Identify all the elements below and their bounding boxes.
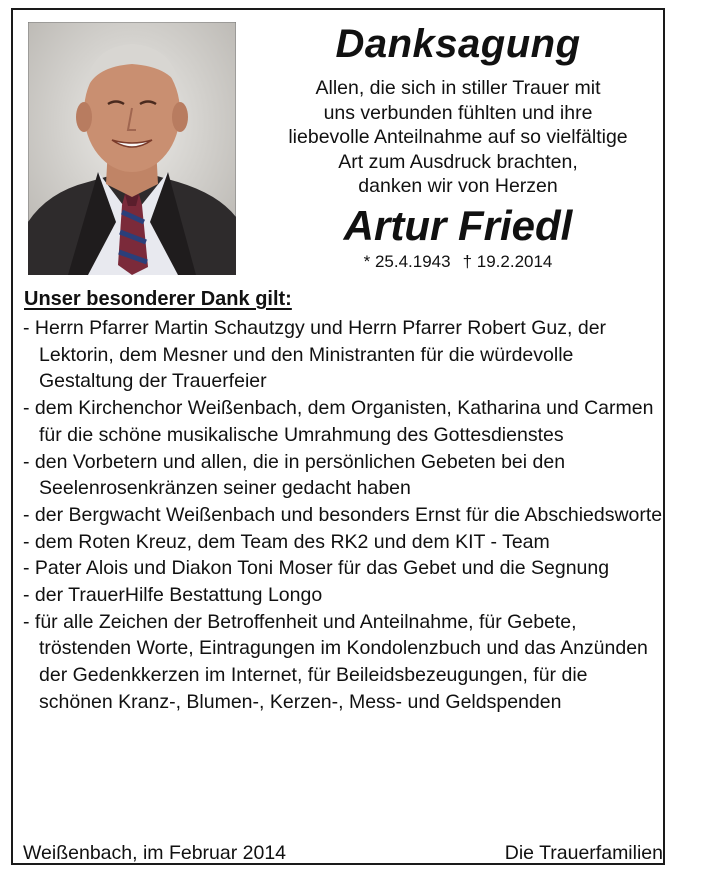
list-item: - Herrn Pfarrer Martin Schautzgy und Herrn Pfarrer Robert Guz, der Lektorin, dem Mesner und den Ministranten für die würdevolle Gestaltung der Trauerfeier bbox=[23, 317, 607, 393]
thanks-heading: Unser besonderer Dank gilt: bbox=[24, 288, 292, 310]
place-date: Weißenbach, im Februar 2014 bbox=[23, 842, 287, 864]
life-dates bbox=[253, 251, 663, 273]
deceased-name: Artur Friedl bbox=[343, 201, 573, 249]
intro-line: uns verbunden fühlten und ihre bbox=[323, 101, 593, 124]
list-item: - der TrauerHilfe Bestattung Longo bbox=[23, 584, 323, 607]
list-item: - dem Kirchenchor Weißenbach, dem Organisten, Katharina und Carmen für die schöne musikalische Umrahmung des Gottesdienstes bbox=[23, 397, 654, 446]
list-item: - Pater Alois und Diakon Toni Moser für das Gebet und die Segnung bbox=[23, 557, 610, 580]
header bbox=[253, 18, 663, 273]
intro-line: Allen, die sich in stiller Trauer mit bbox=[315, 77, 601, 99]
footer bbox=[23, 840, 663, 866]
intro-line: Art zum Ausdruck brachten, bbox=[338, 150, 578, 173]
obituary-card bbox=[11, 8, 665, 865]
portrait-photo bbox=[28, 22, 236, 275]
intro-text bbox=[253, 76, 663, 199]
list-item: - für alle Zeichen der Betroffenheit und Anteilnahme, für Gebete, tröstenden Worte, Eintragungen im Kondolenzbuch und das Anzünden der Gedenkkerzen im Internet, für Beileidsbezeugungen, für die schönen Kranz-, Blumen-, Kerzen-, Mess- und Geldspenden bbox=[23, 610, 648, 713]
death-date: † 19.2.2014 bbox=[462, 251, 553, 271]
signature: Die Trauerfamilien bbox=[504, 842, 663, 864]
list-item: - dem Roten Kreuz, dem Team des RK2 und dem KIT - Team bbox=[23, 530, 550, 553]
intro-line: liebevolle Anteilnahme auf so vielfältige bbox=[288, 126, 628, 148]
intro-line: danken wir von Herzen bbox=[358, 175, 558, 197]
list-item: - den Vorbetern und allen, die in persönlichen Gebeten bei den Seelenrosenkränzen seiner gedacht haben bbox=[23, 450, 566, 500]
page-title: Danksagung bbox=[335, 22, 581, 66]
birth-date: * 25.4.1943 bbox=[363, 251, 451, 271]
list-item: - der Bergwacht Weißenbach und besonders Ernst für die Abschiedsworte bbox=[23, 503, 663, 526]
thanks-list bbox=[23, 315, 663, 716]
